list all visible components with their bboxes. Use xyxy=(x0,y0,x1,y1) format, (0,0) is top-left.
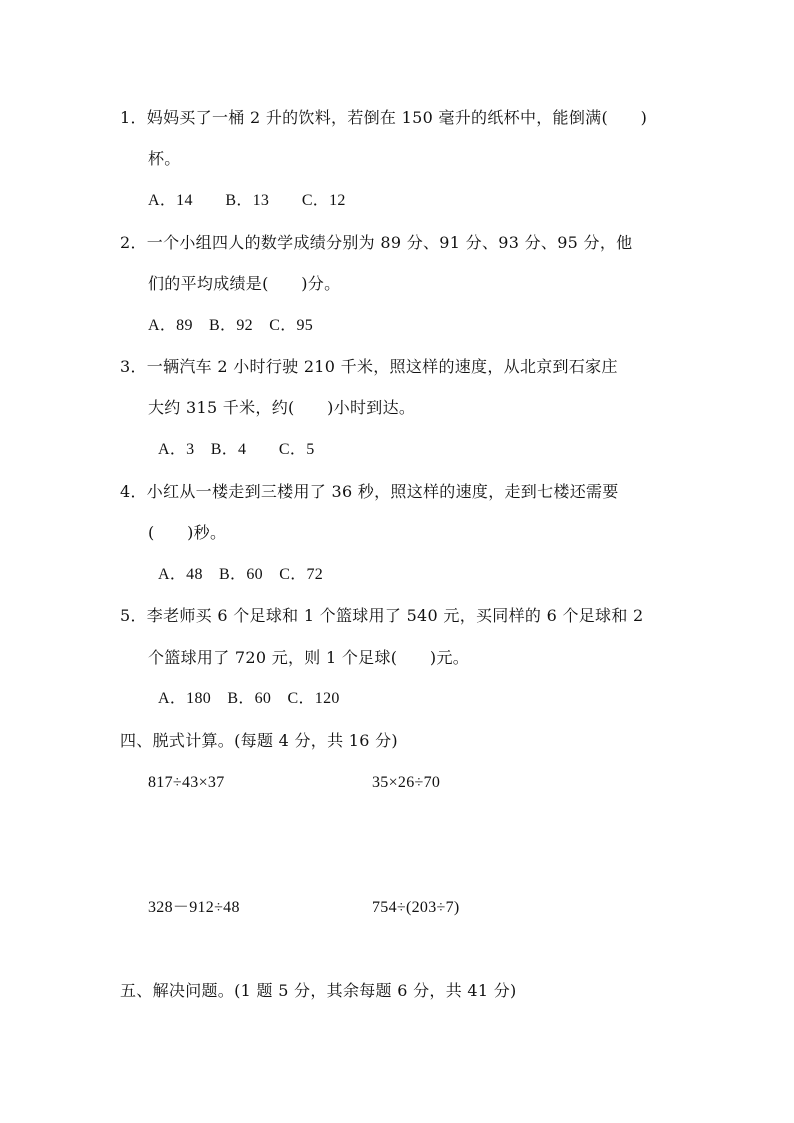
section-5-heading: 五、解决问题。(1 题 5 分，其余每题 6 分，共 41 分) xyxy=(120,981,517,1000)
section-4-heading: 四、脱式计算。(每题 4 分，共 16 分) xyxy=(120,731,398,750)
calc-problem-4: 754÷(203÷7) xyxy=(372,899,460,916)
question-4-line-2: ( )秒。 xyxy=(148,523,227,542)
question-3-line-2: 大约 315 千米，约( )小时到达。 xyxy=(148,398,416,417)
question-5-line-2: 个篮球用了 720 元，则 1 个足球( )元。 xyxy=(148,648,470,667)
question-1-options: A．14 B．13 C．12 xyxy=(148,192,346,209)
calc-problem-2: 35×26÷70 xyxy=(372,774,441,791)
question-5-options: A．180 B．60 C．120 xyxy=(158,690,340,707)
question-4-line-1: 4．小红从一楼走到三楼用了 36 秒，照这样的速度，走到七楼还需要 xyxy=(120,482,619,501)
question-5-line-1: 5．李老师买 6 个足球和 1 个篮球用了 540 元，买同样的 6 个足球和 2 xyxy=(120,606,644,625)
calc-problem-1: 817÷43×37 xyxy=(148,774,225,791)
question-3-line-1: 3．一辆汽车 2 小时行驶 210 千米，照这样的速度，从北京到石家庄 xyxy=(120,357,618,376)
question-3-options: A．3 B．4 C．5 xyxy=(158,441,315,458)
question-2-line-2: 们的平均成绩是( )分。 xyxy=(148,274,341,293)
question-1-line-1: 1．妈妈买了一桶 2 升的饮料，若倒在 150 毫升的纸杯中，能倒满( ) xyxy=(120,108,648,127)
question-2-options: A．89 B．92 C．95 xyxy=(148,317,314,334)
question-2-line-1: 2．一个小组四人的数学成绩分别为 89 分、91 分、93 分、95 分，他 xyxy=(120,233,633,252)
question-4-options: A．48 B．60 C．72 xyxy=(158,566,324,583)
question-1-line-2: 杯。 xyxy=(148,149,181,168)
calc-problem-3: 328－912÷48 xyxy=(148,899,240,916)
